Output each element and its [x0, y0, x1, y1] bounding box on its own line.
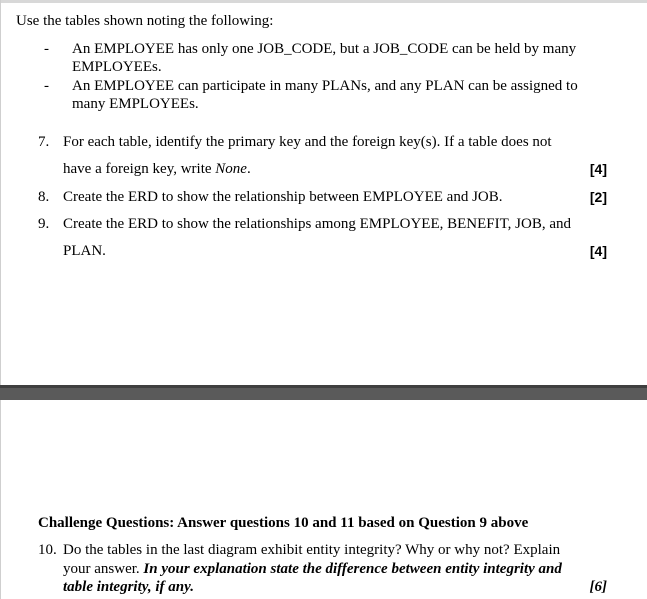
bullet-1-line-1: An EMPLOYEE has only one JOB_CODE, but a JOB_CODE can be held by many — [72, 41, 577, 57]
page-top-edge — [0, 0, 647, 3]
intro-text: Use the tables shown noting the following: — [16, 13, 274, 29]
challenge-heading: Challenge Questions: Answer questions 10 and 11 based on Question 9 above — [38, 515, 529, 531]
bullet-dash: - — [44, 41, 49, 57]
bullet-dash: - — [44, 78, 49, 94]
question-9-marks: [4] — [589, 243, 607, 259]
question-7-number: 7. — [38, 134, 50, 150]
question-10-line-1: Do the tables in the last diagram exhibit entity integrity? Why or why not? Explain — [63, 542, 561, 558]
question-10-emphasis: In your explanation state the difference between entity integrity and — [143, 561, 562, 577]
bullet-2-line-2: many EMPLOYEEs. — [72, 96, 199, 112]
question-7-line-1: For each table, identify the primary key and the foreign key(s). If a table does not — [63, 134, 552, 150]
question-10-line-3: table integrity, if any. — [63, 579, 194, 595]
question-10-line-2 — [63, 561, 562, 578]
question-9-line-1: Create the ERD to show the relationships among EMPLOYEE, BENEFIT, JOB, and — [63, 216, 571, 232]
question-8-number: 8. — [38, 189, 50, 205]
page-left-edge — [0, 400, 1, 599]
question-10-line-2-prefix: your answer. — [63, 561, 144, 577]
question-7-line-2 — [63, 161, 251, 178]
page-left-edge — [0, 0, 1, 385]
question-7-none-italic: None — [215, 161, 247, 177]
question-7-line-2-prefix: have a foreign key, write — [63, 161, 216, 177]
question-7-marks: [4] — [589, 161, 607, 177]
question-9-number: 9. — [38, 216, 50, 232]
question-8-marks: [2] — [589, 189, 607, 205]
page-break-divider — [0, 385, 647, 400]
question-8-line-1: Create the ERD to show the relationship between EMPLOYEE and JOB. — [63, 189, 503, 205]
bullet-1-line-2: EMPLOYEEs. — [72, 59, 162, 75]
bullet-2-line-1: An EMPLOYEE can participate in many PLANs, and any PLAN can be assigned to — [72, 78, 578, 94]
question-9-line-2: PLAN. — [63, 243, 106, 259]
question-10-number: 10. — [38, 542, 57, 558]
question-10-marks: [6] — [589, 579, 607, 595]
question-7-line-2-suffix: . — [246, 161, 251, 177]
